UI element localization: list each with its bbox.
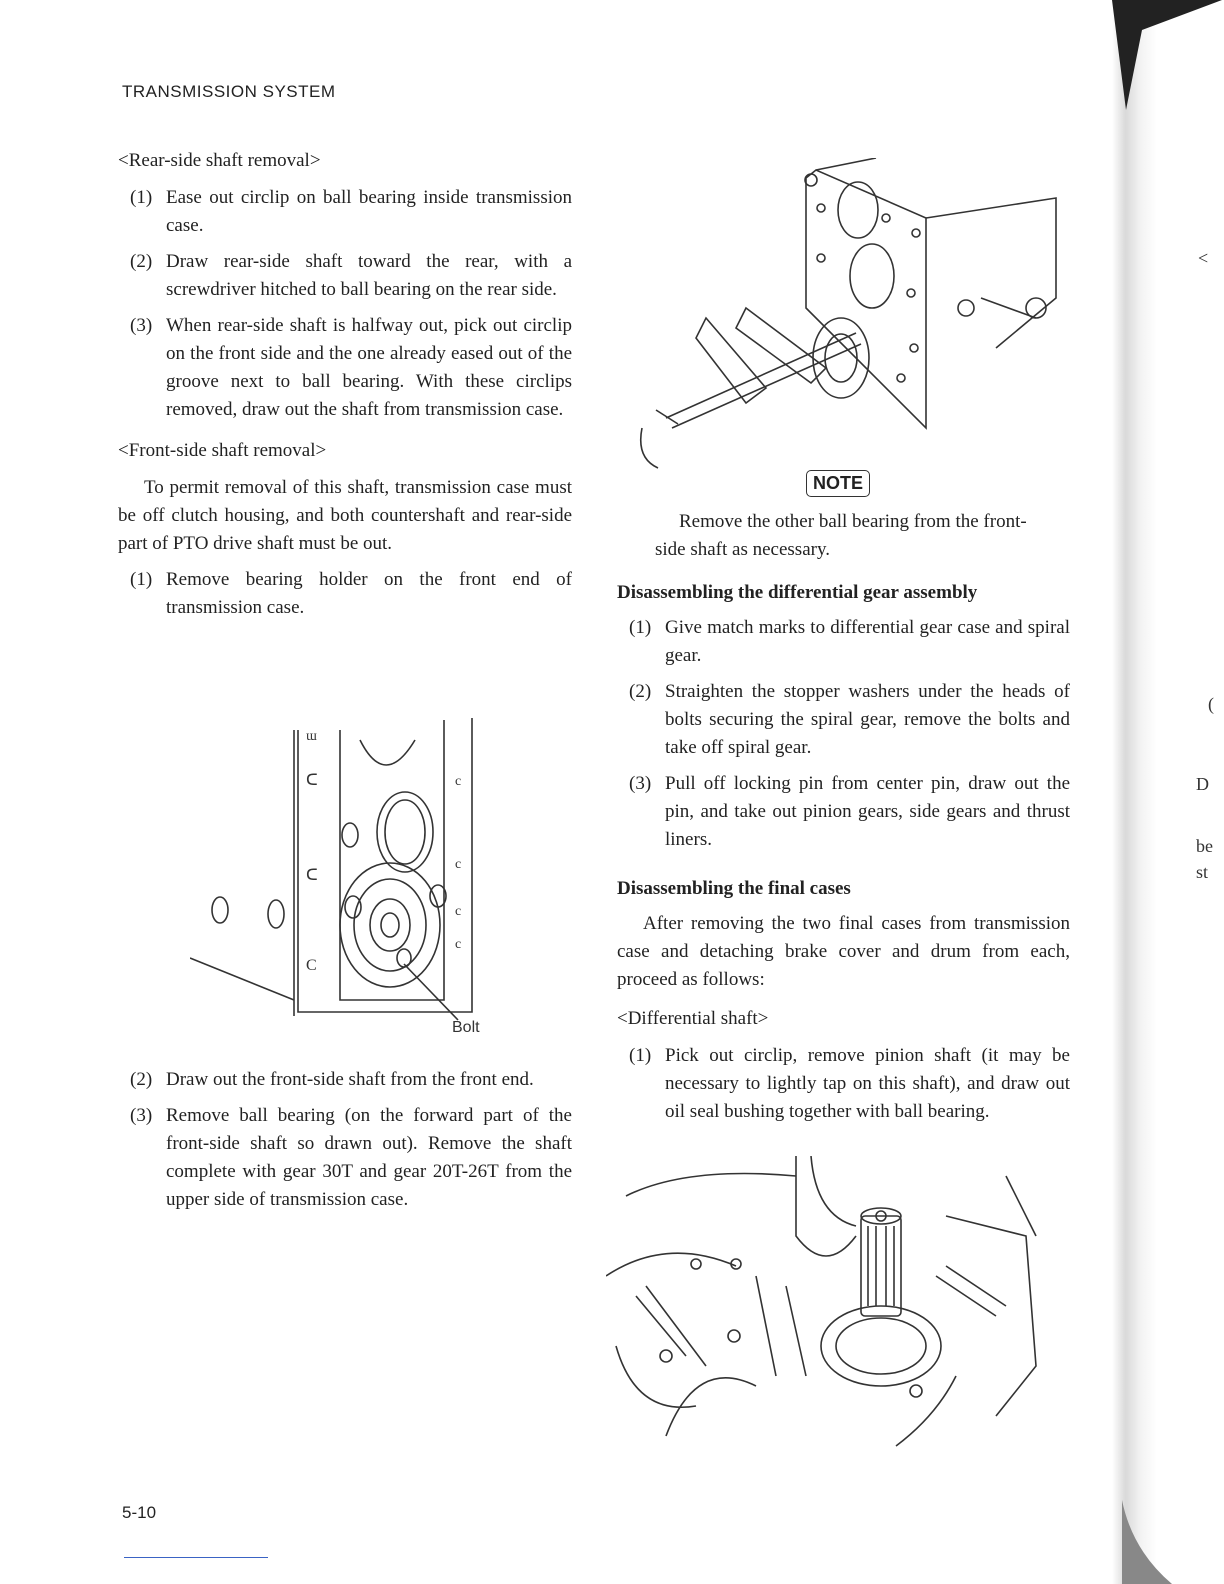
- note-badge: NOTE: [806, 470, 870, 497]
- edge-fragment: <: [1198, 248, 1209, 268]
- svg-text:c: c: [455, 857, 462, 872]
- front-shaft-steps-b: [118, 1066, 572, 1214]
- edge-fragment: D: [1196, 774, 1209, 794]
- list-item: (3) Remove ball bearing (on the forward part of the front-side shaft so drawn out). Remove the shaft complete with gear 30T and gear 20T-26T from the upper side of transmission case.: [130, 1105, 572, 1210]
- differential-shaft-figure: [606, 1156, 1046, 1466]
- edge-fragment: (: [1208, 694, 1214, 714]
- front-shaft-heading: <Front-side shaft removal>: [118, 440, 327, 461]
- rear-shaft-heading: <Rear-side shaft removal>: [118, 150, 321, 171]
- diff-shaft-steps: [617, 1042, 1070, 1126]
- rear-shaft-steps: [118, 184, 572, 424]
- front-shaft-intro: To permit removal of this shaft, transmission case must be off clutch housing, and both countershaft and rear-side part of PTO drive shaft must be out.: [118, 477, 572, 554]
- adjacent-page-edge: [1112, 0, 1224, 1584]
- final-cases-heading: Disassembling the final cases: [617, 878, 851, 899]
- svg-text:c: c: [455, 774, 462, 789]
- svg-text:C: C: [306, 957, 317, 974]
- bolt-label: Bolt: [452, 1019, 480, 1036]
- list-item: (1) Remove bearing holder on the front end of transmission case.: [130, 569, 572, 618]
- list-item: (1) Pick out circlip, remove pinion shaft (it may be necessary to lightly tap on this shaft), and draw out oil seal bushing together with ball bearing.: [629, 1045, 1070, 1122]
- page-header: TRANSMISSION SYSTEM: [122, 82, 336, 101]
- svg-text:ᑕ: ᑕ: [306, 772, 318, 789]
- svg-text:c: c: [455, 904, 462, 919]
- list-item: (1) Give match marks to differential gear case and spiral gear.: [629, 617, 1070, 666]
- bearing-puller-figure: [636, 158, 1076, 470]
- list-item: (1) Ease out circlip on ball bearing inside transmission case.: [130, 187, 572, 236]
- left-column-lower: [118, 1066, 572, 1224]
- list-item: (3) Pull off locking pin from center pin, draw out the pin, and take out pinion gears, side gears and thrust liners.: [629, 773, 1070, 850]
- right-column: [617, 580, 1070, 1136]
- list-item: (3) When rear-side shaft is halfway out, pick out circlip on the front side and the one already eased out of the groove next to ball bearing. With these circlips removed, draw out the shaft from transmission case.: [130, 315, 572, 420]
- front-shaft-steps-a: [118, 566, 572, 622]
- final-cases-intro: After removing the two final cases from transmission case and detaching brake cover and drum from each, proceed as follows:: [617, 913, 1070, 990]
- list-item: (2) Draw out the front-side shaft from the front end.: [130, 1069, 534, 1090]
- edge-fragment: be: [1196, 836, 1213, 856]
- diff-shaft-heading: <Differential shaft>: [617, 1008, 769, 1029]
- page-number: 5-10: [122, 1503, 157, 1522]
- svg-text:c: c: [455, 937, 462, 952]
- list-item: (2) Straighten the stopper washers under the heads of bolts securing the spiral gear, remove the bolts and take off spiral gear.: [629, 681, 1070, 758]
- left-column: [118, 148, 572, 632]
- note-text: Remove the other ball bearing from the front-side shaft as necessary.: [655, 511, 1027, 560]
- list-item: (2) Draw rear-side shaft toward the rear, with a screwdriver hitched to ball bearing on the rear side.: [130, 251, 572, 300]
- bearing-holder-figure: [190, 700, 510, 1045]
- svg-text:ɯ: ɯ: [306, 729, 317, 744]
- footer-rule: [124, 1557, 268, 1558]
- edge-fragment: st: [1196, 862, 1209, 882]
- svg-text:ᑕ: ᑕ: [306, 867, 318, 884]
- diff-gear-steps: [617, 614, 1070, 854]
- diff-gear-heading: Disassembling the differential gear assembly: [617, 582, 978, 603]
